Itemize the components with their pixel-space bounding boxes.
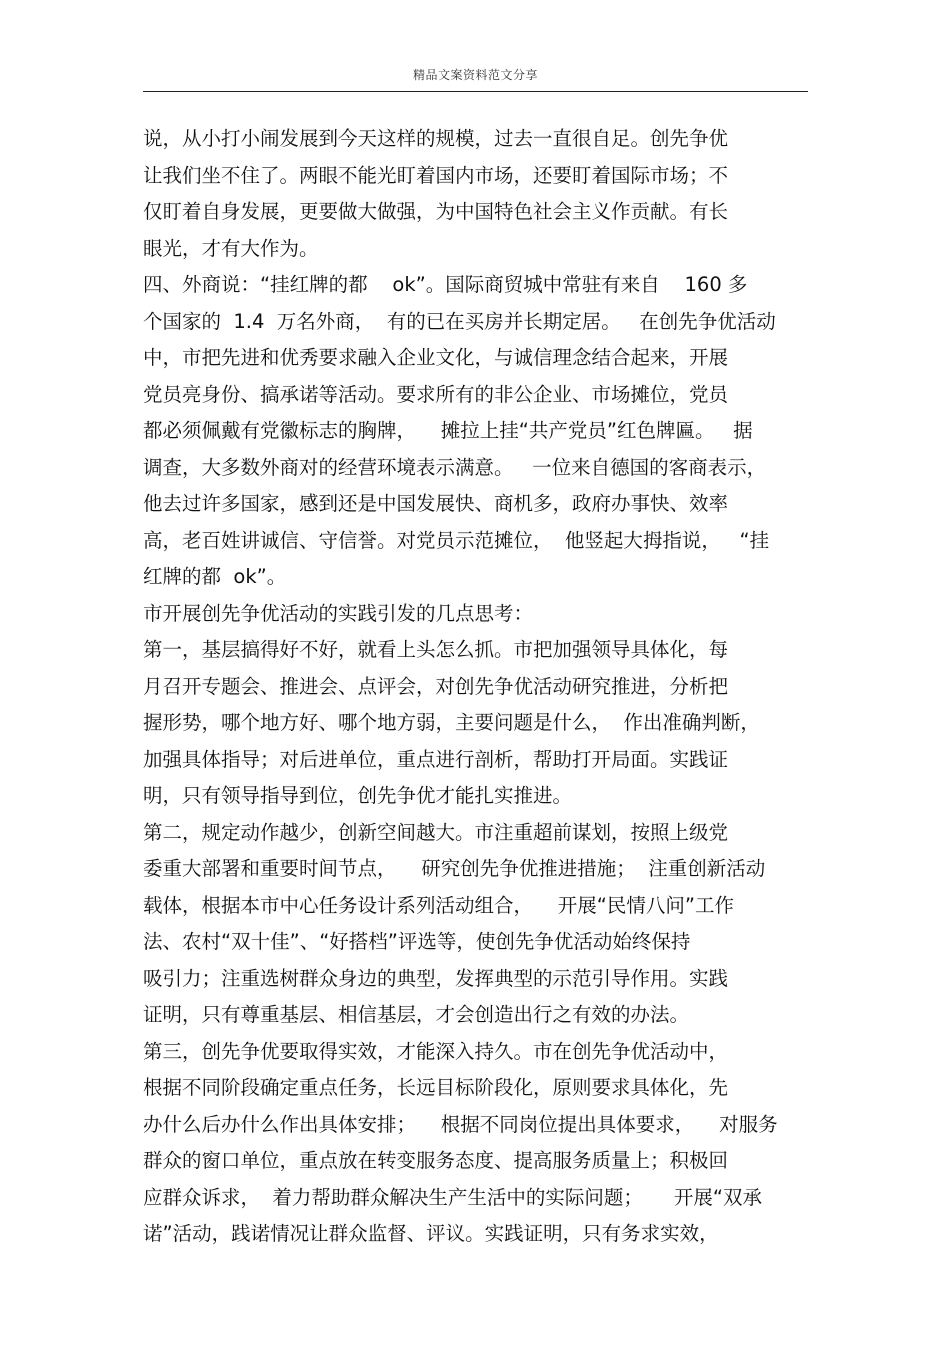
text-line: 仅盯着自身发展，更要做大做强，为中国特色社会主义作贡献。有长 — [143, 200, 729, 223]
text-line: 吸引力；注重选树群众身边的典型，发挥典型的示范引导作用。实践 — [143, 966, 729, 990]
text-line: 第二，规定动作越少，创新空间越大。市注重超前谋划，按照上级党 — [143, 820, 729, 844]
text-line: 说，从小打小闹发展到今天这样的规模，过去一直很自足。创先争优 — [143, 127, 729, 150]
text-line: 诺”活动，践诺情况让群众监督、评议。实践证明，只有务求实效， — [143, 1222, 719, 1245]
text-line: 握形势，哪个地方好、哪个地方弱，主要问题是什么， 作出准确判断， — [143, 711, 760, 734]
text-line: 委重大部署和重要时间节点， 研究创先争优推进措施； 注重创新活动 — [143, 857, 766, 880]
text-line: 办什么后办什么作出具体安排； 根据不同岗位提出具体要求， 对服务 — [143, 1112, 778, 1136]
text-line: 市开展创先争优活动的实践引发的几点思考： — [143, 601, 534, 625]
page-header: 精品文案资料范文分享 — [412, 68, 538, 82]
header-divider — [143, 91, 808, 92]
text-line: 第三，创先争优要取得实效，才能深入持久。市在创先争优活动中， — [143, 1039, 729, 1063]
text-line: 应群众诉求， 着力帮助群众解决生产生活中的实际问题； 开展“双承 — [143, 1185, 762, 1209]
text-line: 红牌的都 ok”。 — [143, 565, 287, 588]
text-line: 根据不同阶段确定重点任务，长远目标阶段化，原则要求具体化，先 — [143, 1076, 729, 1099]
text-line: 让我们坐不住了。两眼不能光盯着国内市场，还要盯着国际市场；不 — [143, 163, 729, 187]
text-line: 党员亮身份、搞承诺等活动。要求所有的非公企业、市场摊位，党员 — [143, 382, 729, 406]
text-line: 群众的窗口单位，重点放在转变服务态度、提高服务质量上；积极回 — [143, 1149, 729, 1172]
text-line: 月召开专题会、推进会、点评会，对创先争优活动研究推进，分析把 — [143, 674, 729, 698]
document-body — [143, 121, 813, 1253]
text-line: 加强具体指导；对后进单位，重点进行剖析，帮助打开局面。实践证 — [143, 747, 729, 771]
text-line: 调查，大多数外商对的经营环境表示满意。 一位来自德国的客商表示， — [143, 455, 767, 479]
text-line: 他去过许多国家，感到还是中国发展快、商机多，政府办事快、效率 — [143, 492, 729, 515]
text-line: 中，市把先进和优秀要求融入企业文化，与诚信理念结合起来，开展 — [143, 346, 729, 369]
text-line: 载体，根据本市中心任务设计系列活动组合， 开展“民情八问”工作 — [143, 893, 734, 917]
text-line: 高，老百姓讲诚信、守信誉。对党员示范摊位， 他竖起大拇指说， “挂 — [143, 528, 770, 552]
text-line: 法、农村“双十佳”、“好搭档”评选等，使创先争优活动始终保持 — [143, 930, 691, 953]
text-line: 眼光，才有大作为。 — [143, 236, 319, 260]
text-line: 个国家的 1.4 万名外商， 有的已在买房并长期定居。 在创先争优活动 — [143, 309, 776, 333]
text-line: 证明，只有尊重基层、相信基层，才会创造出行之有效的办法。 — [143, 1003, 690, 1026]
text-line: 四、外商说：“挂红牌的都 ok”。国际商贸城中常驻有来自 160 多 — [143, 273, 748, 296]
text-line: 都必须佩戴有党徽标志的胸牌， 摊拉上挂“共产党员”红色牌匾。 据 — [143, 419, 753, 442]
text-line: 明，只有领导指导到位，创先争优才能扎实推进。 — [143, 784, 573, 807]
text-line: 第一，基层搞得好不好，就看上头怎么抓。市把加强领导具体化，每 — [143, 638, 729, 661]
